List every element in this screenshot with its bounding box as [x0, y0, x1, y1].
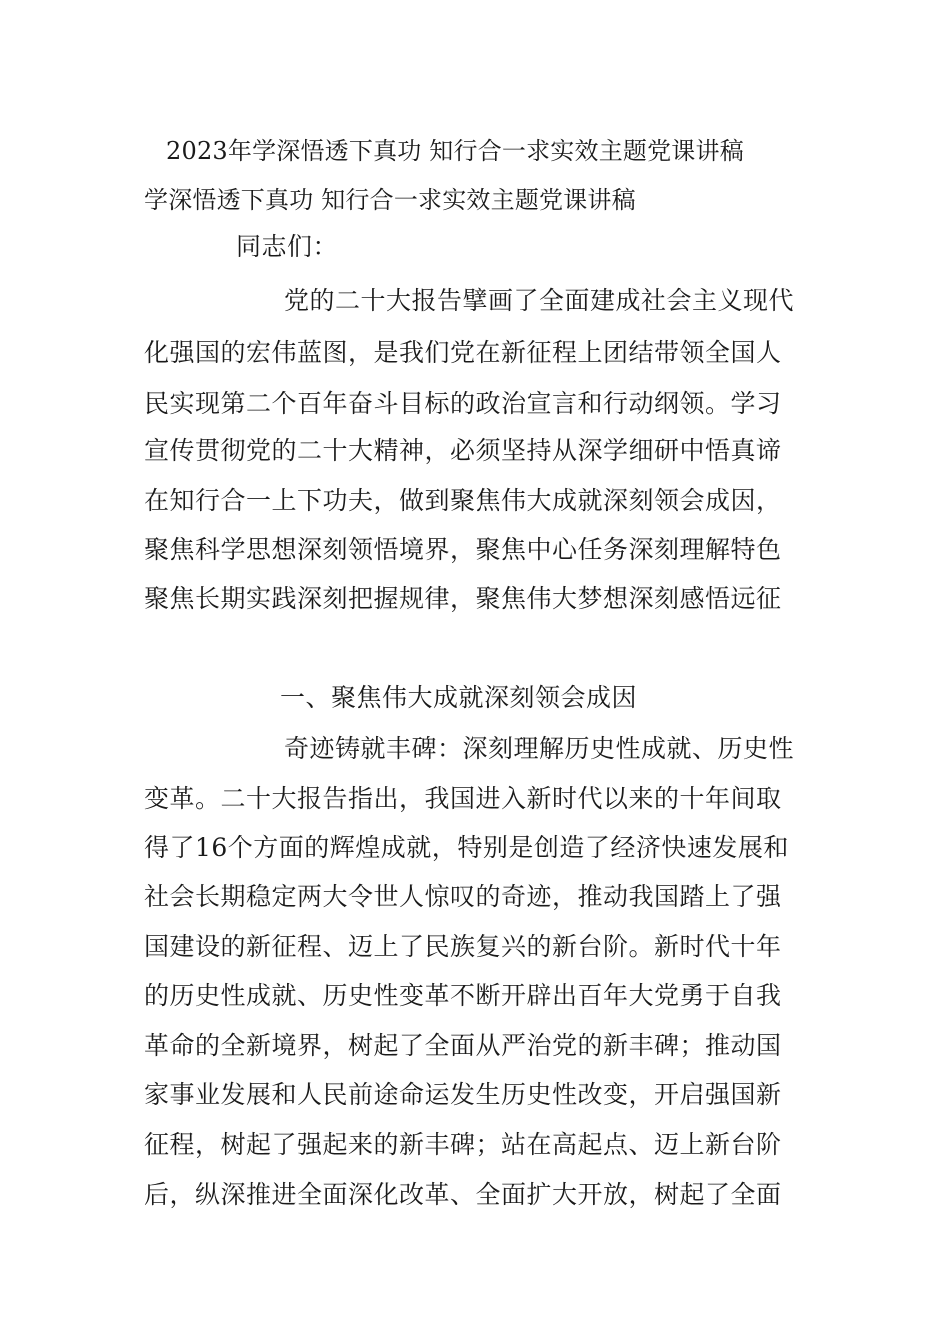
- document-title: 2023年学深悟透下真功 知行合一求实效主题党课讲稿: [166, 137, 744, 165]
- section-line: 奇迹铸就丰碑：深刻理解历史性成就、历史性: [284, 734, 795, 763]
- intro-line: 化强国的宏伟蓝图，是我们党在新征程上团结带领全国人: [144, 338, 782, 367]
- section-line: 国建设的新征程、迈上了民族复兴的新台阶。新时代十年: [144, 932, 782, 961]
- section-heading: 一、聚焦伟大成就深刻领会成因: [280, 683, 638, 712]
- intro-line: 宣传贯彻党的二十大精神，必须坚持从深学细研中悟真谛: [144, 436, 782, 465]
- section-line: 征程，树起了强起来的新丰碑；站在高起点、迈上新台阶: [144, 1130, 782, 1159]
- section-line: 革命的全新境界，树起了全面从严治党的新丰碑；推动国: [144, 1031, 782, 1060]
- section-line: 社会长期稳定两大令世人惊叹的奇迹，推动我国踏上了强: [144, 882, 782, 911]
- section-line: 的历史性成就、历史性变革不断开辟出百年大党勇于自我: [144, 981, 782, 1010]
- salutation: 同志们：: [236, 232, 339, 261]
- intro-line: 聚焦长期实践深刻把握规律，聚焦伟大梦想深刻感悟远征: [144, 584, 782, 613]
- section-line: 变革。二十大报告指出，我国进入新时代以来的十年间取: [144, 784, 782, 813]
- intro-line: 在知行合一上下功夫，做到聚焦伟大成就深刻领会成因，: [144, 486, 782, 515]
- section-line: 家事业发展和人民前途命运发生历史性改变，开启强国新: [144, 1080, 782, 1109]
- document-subtitle: 学深悟透下真功 知行合一求实效主题党课讲稿: [144, 186, 636, 214]
- intro-line: 民实现第二个百年奋斗目标的政治宣言和行动纲领。学习: [144, 389, 782, 418]
- section-line: 后，纵深推进全面深化改革、全面扩大开放，树起了全面: [144, 1180, 782, 1209]
- intro-line: 党的二十大报告擘画了全面建成社会主义现代: [284, 286, 795, 315]
- intro-line: 聚焦科学思想深刻领悟境界，聚焦中心任务深刻理解特色: [144, 535, 782, 564]
- section-line: 得了16个方面的辉煌成就，特别是创造了经济快速发展和: [144, 833, 789, 862]
